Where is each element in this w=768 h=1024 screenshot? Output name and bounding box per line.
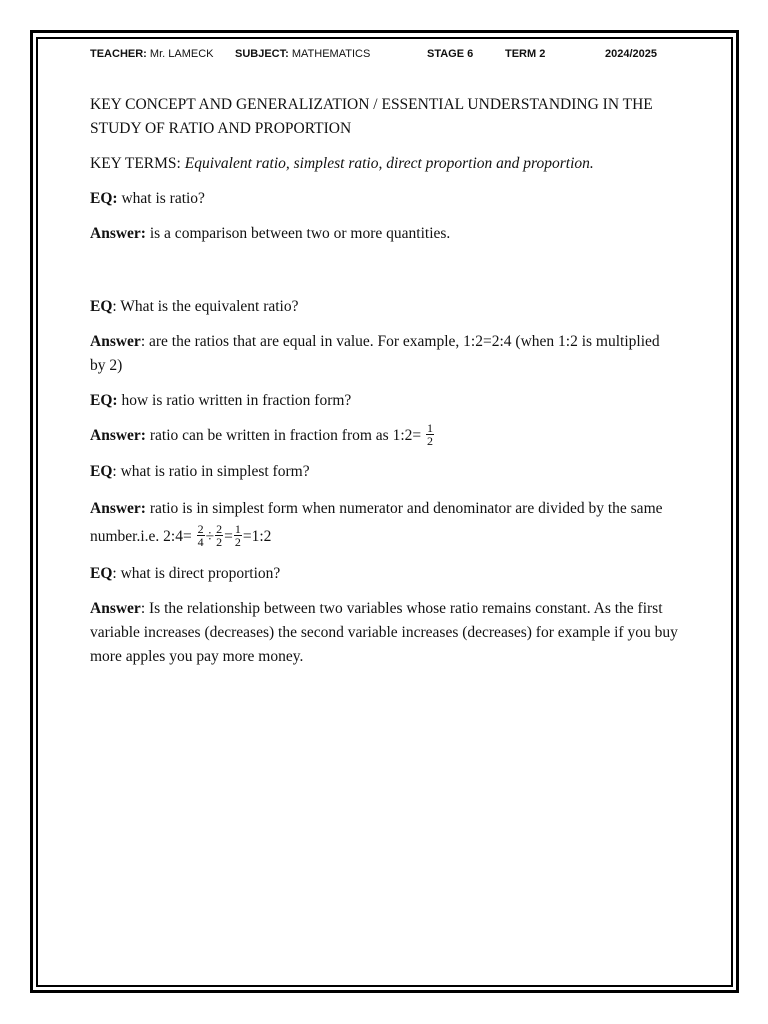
subject-label: SUBJECT: — [235, 48, 289, 60]
fraction — [426, 422, 434, 447]
fraction-denominator: 2 — [216, 534, 223, 549]
page-title: KEY CONCEPT AND GENERALIZATION / ESSENTIAL UNDERSTANDING IN THE STUDY OF RATIO AND PROPORTION — [90, 96, 653, 137]
subject-info — [235, 48, 370, 60]
fraction — [234, 523, 242, 548]
eq-label: EQ: — [90, 190, 118, 207]
answer-label: Answer — [90, 333, 141, 350]
question-4 — [90, 460, 678, 484]
question-text: : What is the equivalent ratio? — [112, 298, 299, 315]
fraction-denominator: 4 — [197, 534, 204, 549]
equals-sign: = — [224, 528, 233, 545]
spacer — [90, 257, 678, 295]
fraction-numerator: 1 — [427, 421, 434, 435]
key-terms-list: Equivalent ratio, simplest ratio, direct proportion and proportion. — [184, 155, 594, 172]
answer-4 — [90, 495, 678, 551]
fraction-denominator: 2 — [427, 434, 434, 448]
answer-text-end: =1:2 — [242, 528, 272, 545]
fraction — [215, 523, 223, 548]
fraction-numerator: 1 — [234, 521, 241, 536]
answer-text: ratio is in simplest form when numerator and denominator are divided by the same number.i.e. 2:4= — [90, 500, 663, 545]
term: TERM 2 — [505, 48, 546, 60]
division-sign: ÷ — [205, 528, 215, 545]
teacher-info — [90, 48, 213, 60]
fraction-numerator: 2 — [216, 521, 223, 536]
answer-text: ratio can be written in fraction from as 1:2= — [145, 427, 426, 445]
eq-label: EQ: — [90, 392, 118, 409]
question-2 — [90, 295, 678, 319]
question-text: : what is direct proportion? — [112, 565, 281, 582]
answer-1 — [90, 222, 678, 246]
answer-2 — [90, 330, 678, 378]
question-text: : what is ratio in simplest form? — [112, 463, 310, 480]
answer-label: Answer: — [90, 427, 146, 445]
answer-text: : Is the relationship between two variables whose ratio remains constant. As the first variable increases (decreases) the second variable increases (decreases) for example if you buy more apples you pay more money. — [90, 600, 678, 665]
question-text: what is ratio? — [117, 190, 205, 207]
question-5 — [90, 562, 678, 586]
teacher-name: Mr. LAMECK — [149, 48, 214, 60]
answer-text: is a comparison between two or more quantities. — [145, 225, 451, 242]
key-terms-label: KEY TERMS: — [90, 155, 185, 172]
eq-label: EQ — [90, 565, 113, 582]
fraction-denominator: 2 — [234, 534, 241, 549]
stage: STAGE 6 — [427, 48, 474, 60]
teacher-label: TEACHER: — [90, 48, 147, 60]
eq-label: EQ — [90, 298, 113, 315]
question-1 — [90, 187, 678, 211]
answer-3 — [90, 421, 678, 449]
school-year: 2024/2025 — [605, 48, 657, 60]
answer-label: Answer: — [90, 500, 146, 517]
answer-label: Answer: — [90, 225, 146, 242]
answer-5 — [90, 597, 678, 669]
subject-name: MATHEMATICS — [291, 48, 371, 60]
key-terms — [90, 152, 678, 176]
fraction-numerator: 2 — [197, 521, 204, 536]
question-text: how is ratio written in fraction form? — [117, 392, 352, 409]
document-body — [90, 93, 678, 680]
answer-text: : are the ratios that are equal in value. For example, 1:2=2:4 (when 1:2 is multiplied by 2) — [90, 333, 660, 374]
answer-label: Answer — [90, 600, 141, 617]
fraction — [197, 523, 205, 548]
question-3 — [90, 389, 678, 413]
eq-label: EQ — [90, 463, 113, 480]
